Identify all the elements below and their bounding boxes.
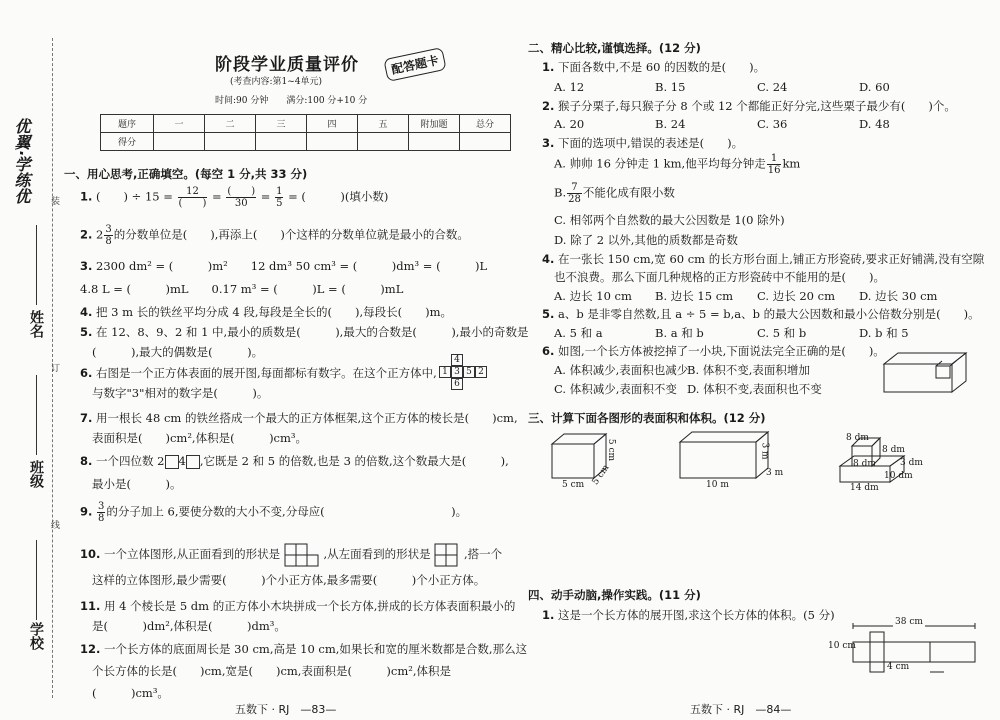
- denominator: 8: [105, 236, 112, 247]
- section4-title: 四、动手动脑,操作实践。(11 分): [528, 588, 701, 602]
- s2-q4-line2: 也不浪费。那么下面几种规格的正方形瓷砖中不能用的是( )。: [554, 270, 885, 284]
- option-text: 不能化成有限小数: [582, 185, 675, 200]
- front-view-icon: [284, 543, 320, 567]
- s1-q10-line2: 这样的立体图形,最少需要( )个小正方体,最多需要( )个小正方体。: [92, 573, 486, 587]
- mixed-whole: 2: [96, 227, 104, 242]
- s1-q12-line3: ( )cm³。: [92, 686, 169, 700]
- question-number: 7.: [80, 411, 93, 425]
- fraction: [767, 153, 782, 176]
- s1-q3-line2: 4.8 L = ( )mL 0.17 m³ = ( )L = ( )mL: [80, 282, 404, 296]
- question-number: 8.: [80, 454, 93, 468]
- q8-text-c: ,它既是 2 和 5 的倍数,也是 3 的倍数,这个数最大是( ),: [199, 454, 509, 468]
- s1-q9: [80, 501, 467, 524]
- numerator: 7: [567, 182, 582, 194]
- fold-mark: 线: [49, 520, 59, 529]
- denominator: ( ): [178, 198, 207, 209]
- score-header-cell: 题序: [101, 115, 154, 133]
- digit-box[interactable]: [165, 455, 179, 469]
- option-letter: B.: [554, 185, 567, 200]
- option-text: A. 帅帅 16 分钟走 1 km,他平均每分钟走: [554, 156, 766, 171]
- dim-label: 8 dm: [846, 433, 869, 443]
- fraction: [97, 501, 105, 524]
- s1-q6-line2: 与数字"3"相对的数字是( )。: [92, 386, 269, 400]
- s4-q1: [542, 607, 835, 623]
- denominator: 8: [98, 513, 105, 524]
- score-table: [100, 114, 511, 151]
- s1-q7: [80, 410, 518, 426]
- dim-label: 10 cm: [828, 641, 856, 651]
- fold-mark: 装: [49, 196, 59, 205]
- option[interactable]: B. a 和 b: [655, 326, 704, 340]
- q8-text-a: 一个四位数 2: [96, 454, 165, 468]
- fraction: [226, 186, 256, 209]
- option[interactable]: D. 48: [859, 117, 890, 131]
- option[interactable]: A. 体积减少,表面积也减少: [554, 363, 689, 377]
- dim-label: 5 cm: [562, 480, 585, 490]
- page-title: 阶段学业质量评价: [215, 55, 359, 75]
- option[interactable]: C. 5 和 b: [757, 326, 807, 340]
- dim-label: 10 m: [706, 480, 729, 490]
- s2-q1-text: 下面各数中,不是 60 的因数的是( )。: [558, 60, 766, 74]
- question-number: 3.: [80, 259, 93, 273]
- q11-line1: 用 4 个棱长是 5 dm 的正方体小木块拼成一个长方体,拼成的长方体表面积最小的: [104, 599, 516, 613]
- net-cell: 5: [463, 366, 475, 378]
- s1-q1: [80, 186, 388, 209]
- dim-label: 5 cm: [590, 463, 612, 487]
- score-header-cell: 四: [307, 115, 358, 133]
- score-header-cell: 附加题: [409, 115, 460, 133]
- s1-q10: [80, 543, 502, 567]
- fraction: [275, 186, 283, 209]
- score-cell[interactable]: [358, 133, 409, 151]
- score-cell[interactable]: [256, 133, 307, 151]
- s1-q11-line2: 是( )dm²,体积是( )dm³。: [92, 619, 286, 633]
- s1-q11: [80, 598, 515, 614]
- s2-q6-text: 如图,一个长方体被挖掉了一小块,下面说法完全正确的是( )。: [558, 344, 885, 358]
- q4-text: 把 3 m 长的铁丝平均分成 4 段,每段是全长的( ),每段长( )m。: [96, 305, 453, 319]
- q10-text-c: ,搭一个: [463, 547, 503, 561]
- question-number: 5.: [542, 307, 555, 321]
- s1-q7-line2: 表面积是( )cm²,体积是( )cm³。: [92, 431, 308, 445]
- numerator: ( ): [227, 186, 256, 197]
- s1-q4: [80, 304, 452, 320]
- question-number: 10.: [80, 547, 101, 561]
- q8-text-b: 4: [178, 454, 186, 468]
- dim-label: 8 dm: [853, 459, 876, 469]
- score-cell[interactable]: [205, 133, 256, 151]
- fold-mark: 订: [49, 363, 59, 372]
- binding-strip: [0, 0, 58, 720]
- option[interactable]: A. 20: [554, 117, 585, 131]
- footer-right: 五数下 · RJ —84—: [690, 703, 792, 716]
- denominator: 28: [568, 194, 581, 205]
- question-number: 4.: [542, 252, 555, 266]
- q3-line1: 2300 dm² = ( )m² 12 dm³ 50 cm³ = ( )dm³ = ( )L: [96, 259, 488, 273]
- option[interactable]: [554, 182, 675, 205]
- question-number: 9.: [80, 504, 93, 519]
- school-blank[interactable]: [36, 540, 37, 620]
- score-header-cell: 一: [154, 115, 205, 133]
- denominator: 16: [767, 165, 781, 176]
- dim-label: 3 m: [759, 442, 770, 460]
- option[interactable]: D. 体积不变,表面积也不变: [687, 382, 822, 396]
- s2-q2-text: 猴子分栗子,每只猴子分 8 个或 12 个都能正好分完,这些栗子最少有( )个。: [558, 99, 956, 113]
- option[interactable]: C. 边长 20 cm: [757, 289, 835, 303]
- q1-text-a: ( ) ÷ 15 =: [96, 189, 173, 204]
- numerator: 12: [178, 186, 208, 198]
- s2-q3-text: 下面的选项中,错误的表述是( )。: [558, 136, 744, 150]
- s2-q1: [542, 59, 765, 75]
- question-number: 12.: [80, 642, 101, 656]
- section2-title: 二、精心比较,谨慎选择。(12 分): [528, 41, 701, 55]
- cube-net-figure: [437, 354, 497, 404]
- question-number: 2.: [80, 227, 93, 242]
- s2-q4: [542, 251, 984, 267]
- option[interactable]: B. 边长 15 cm: [655, 289, 734, 303]
- s2-q3: [542, 135, 743, 151]
- question-number: 3.: [542, 136, 555, 150]
- score-table-score-row: [101, 133, 511, 151]
- question-number: 2.: [542, 99, 555, 113]
- unfolded-cuboid-figure: [850, 620, 980, 678]
- dim-label: 3 m: [766, 468, 784, 478]
- s2-q5: [542, 306, 980, 322]
- class-blank[interactable]: [36, 375, 37, 455]
- answer-card-stamp: 配答题卡: [383, 47, 446, 82]
- question-number: 11.: [80, 599, 101, 613]
- net-cell: 1: [439, 366, 451, 378]
- score-cell[interactable]: [409, 133, 460, 151]
- numerator: 3: [105, 224, 112, 235]
- option[interactable]: B. 24: [655, 117, 686, 131]
- score-row-label: 得分: [101, 133, 154, 151]
- score-cell[interactable]: [154, 133, 205, 151]
- numerator: 1: [276, 186, 283, 197]
- s1-q3: [80, 258, 487, 274]
- s2-q2: [542, 98, 956, 114]
- net-cell: 4: [451, 354, 463, 366]
- fraction: [178, 186, 208, 209]
- section3-title: 三、计算下面各图形的表面积和体积。(12 分): [528, 411, 766, 425]
- option[interactable]: D. 边长 30 cm: [859, 289, 938, 303]
- digit-box[interactable]: [186, 455, 200, 469]
- dim-label: 14 dm: [850, 483, 879, 493]
- s1-q2: [80, 224, 469, 247]
- q2-text: 的分数单位是( ),再添上( )个这样的分数单位就是最小的合数。: [113, 227, 469, 242]
- name-label: 姓名: [28, 310, 44, 338]
- dim-label: 4 cm: [887, 662, 910, 672]
- brand-logo: 优翼·学练优: [12, 118, 31, 205]
- score-cell[interactable]: [307, 133, 358, 151]
- option[interactable]: C. 体积减少,表面积不变: [554, 382, 677, 396]
- class-label: 班级: [28, 460, 44, 488]
- footer-left: 五数下 · RJ —83—: [235, 703, 337, 716]
- q5-line1: 在 12、8、9、2 和 1 中,最小的质数是( ),最大的合数是( ),最小的奇数是: [96, 325, 529, 339]
- left-view-icon: [434, 543, 460, 567]
- question-number: 6.: [80, 366, 93, 380]
- cuboid-cutout-figure: [880, 350, 970, 395]
- name-blank[interactable]: [36, 225, 37, 305]
- numerator: 1: [767, 153, 782, 165]
- net-cell: 2: [475, 366, 487, 378]
- s1-q5: [80, 324, 528, 340]
- fraction: [104, 224, 112, 247]
- score-header-cell: 五: [358, 115, 409, 133]
- q6-line1: 右图是一个正方体表面的展开图,每面都标有数字。在这个正方体中,: [96, 366, 437, 380]
- question-number: 4.: [80, 305, 93, 319]
- denominator: 5: [276, 198, 283, 209]
- s2-q4-line1: 在一张长 150 cm,宽 60 cm 的长方形台面上,铺正方形瓷砖,要求正好铺满,没有空隙: [558, 252, 985, 266]
- time-score-line: 时间:90 分钟 满分:100 分+10 分: [215, 96, 368, 106]
- s1-q8: [80, 453, 509, 469]
- option[interactable]: D. 除了 2 以外,其他的质数都是奇数: [554, 233, 738, 247]
- option[interactable]: C. 24: [757, 80, 788, 94]
- q12-line1: 一个长方体的底面周长是 30 cm,高是 10 cm,如果长和宽的厘米数都是合数,那么这: [104, 642, 528, 656]
- score-header-cell: 总分: [460, 115, 511, 133]
- question-number: 1.: [542, 608, 555, 622]
- section1-title: 一、用心思考,正确填空。(每空 1 分,共 33 分): [64, 167, 308, 181]
- question-number: 6.: [542, 344, 555, 358]
- option[interactable]: D. b 和 5: [859, 326, 909, 340]
- dim-label: 8 dm: [882, 445, 905, 455]
- s1-q12: [80, 641, 527, 657]
- question-number: 1.: [80, 189, 93, 204]
- score-table-header-row: [101, 115, 511, 133]
- s1-q6: [80, 365, 437, 381]
- option[interactable]: B. 体积不变,表面积增加: [687, 363, 810, 377]
- option[interactable]: A. 边长 10 cm: [554, 289, 632, 303]
- q9-text: 的分子加上 6,要使分数的大小不变,分母应( )。: [106, 504, 468, 519]
- s4-q1-text: 这是一个长方体的展开图,求这个长方体的体积。(5 分): [558, 608, 835, 622]
- score-header-cell: 二: [205, 115, 256, 133]
- s1-q8-line2: 最小是( )。: [92, 477, 182, 491]
- q10-text-b: ,从左面看到的形状是: [323, 547, 431, 561]
- question-number: 1.: [542, 60, 555, 74]
- denominator: 30: [234, 198, 248, 209]
- s1-q5-line2: ( ),最大的偶数是( )。: [92, 345, 264, 359]
- school-label: 学校: [28, 622, 44, 650]
- s2-q6: [542, 343, 885, 359]
- net-cell: 3: [451, 366, 463, 378]
- dim-label: 3 dm: [900, 458, 923, 468]
- page-subtitle: (考查内容:第1~4单元): [230, 77, 323, 87]
- equals-sign: =: [212, 189, 222, 204]
- q1-text-b: = ( )(填小数): [288, 189, 389, 204]
- equals-sign: =: [260, 189, 271, 204]
- net-cell: 6: [451, 378, 463, 390]
- option[interactable]: [554, 153, 800, 176]
- dim-label: 38 cm: [895, 617, 923, 627]
- numerator: 3: [98, 501, 105, 512]
- score-cell[interactable]: [460, 133, 511, 151]
- option[interactable]: A. 5 和 a: [554, 326, 603, 340]
- q10-text-a: 一个立体图形,从正面看到的形状是: [104, 547, 281, 561]
- q7-line1: 用一根长 48 cm 的铁丝搭成一个最大的正方体框架,这个正方体的棱长是( )cm,: [96, 411, 518, 425]
- option[interactable]: C. 相邻两个自然数的最大公因数是 1(0 除外): [554, 213, 785, 227]
- score-header-cell: 三: [256, 115, 307, 133]
- dim-label: 10 dm: [884, 471, 913, 481]
- fraction: [567, 182, 582, 205]
- option[interactable]: D. 60: [859, 80, 890, 94]
- option[interactable]: C. 36: [757, 117, 788, 131]
- dim-label: 5 cm: [606, 438, 617, 462]
- option[interactable]: A. 12: [554, 80, 585, 94]
- question-number: 5.: [80, 325, 93, 339]
- unit: km: [782, 156, 801, 171]
- s1-q12-line2: 个长方体的长是( )cm,宽是( )cm,表面积是( )cm²,体积是: [92, 664, 452, 678]
- option[interactable]: B. 15: [655, 80, 686, 94]
- s2-q5-text: a、b 是非零自然数,且 a ÷ 5 = b,a、b 的最大公因数和最小公倍数分别是( )。: [558, 307, 980, 321]
